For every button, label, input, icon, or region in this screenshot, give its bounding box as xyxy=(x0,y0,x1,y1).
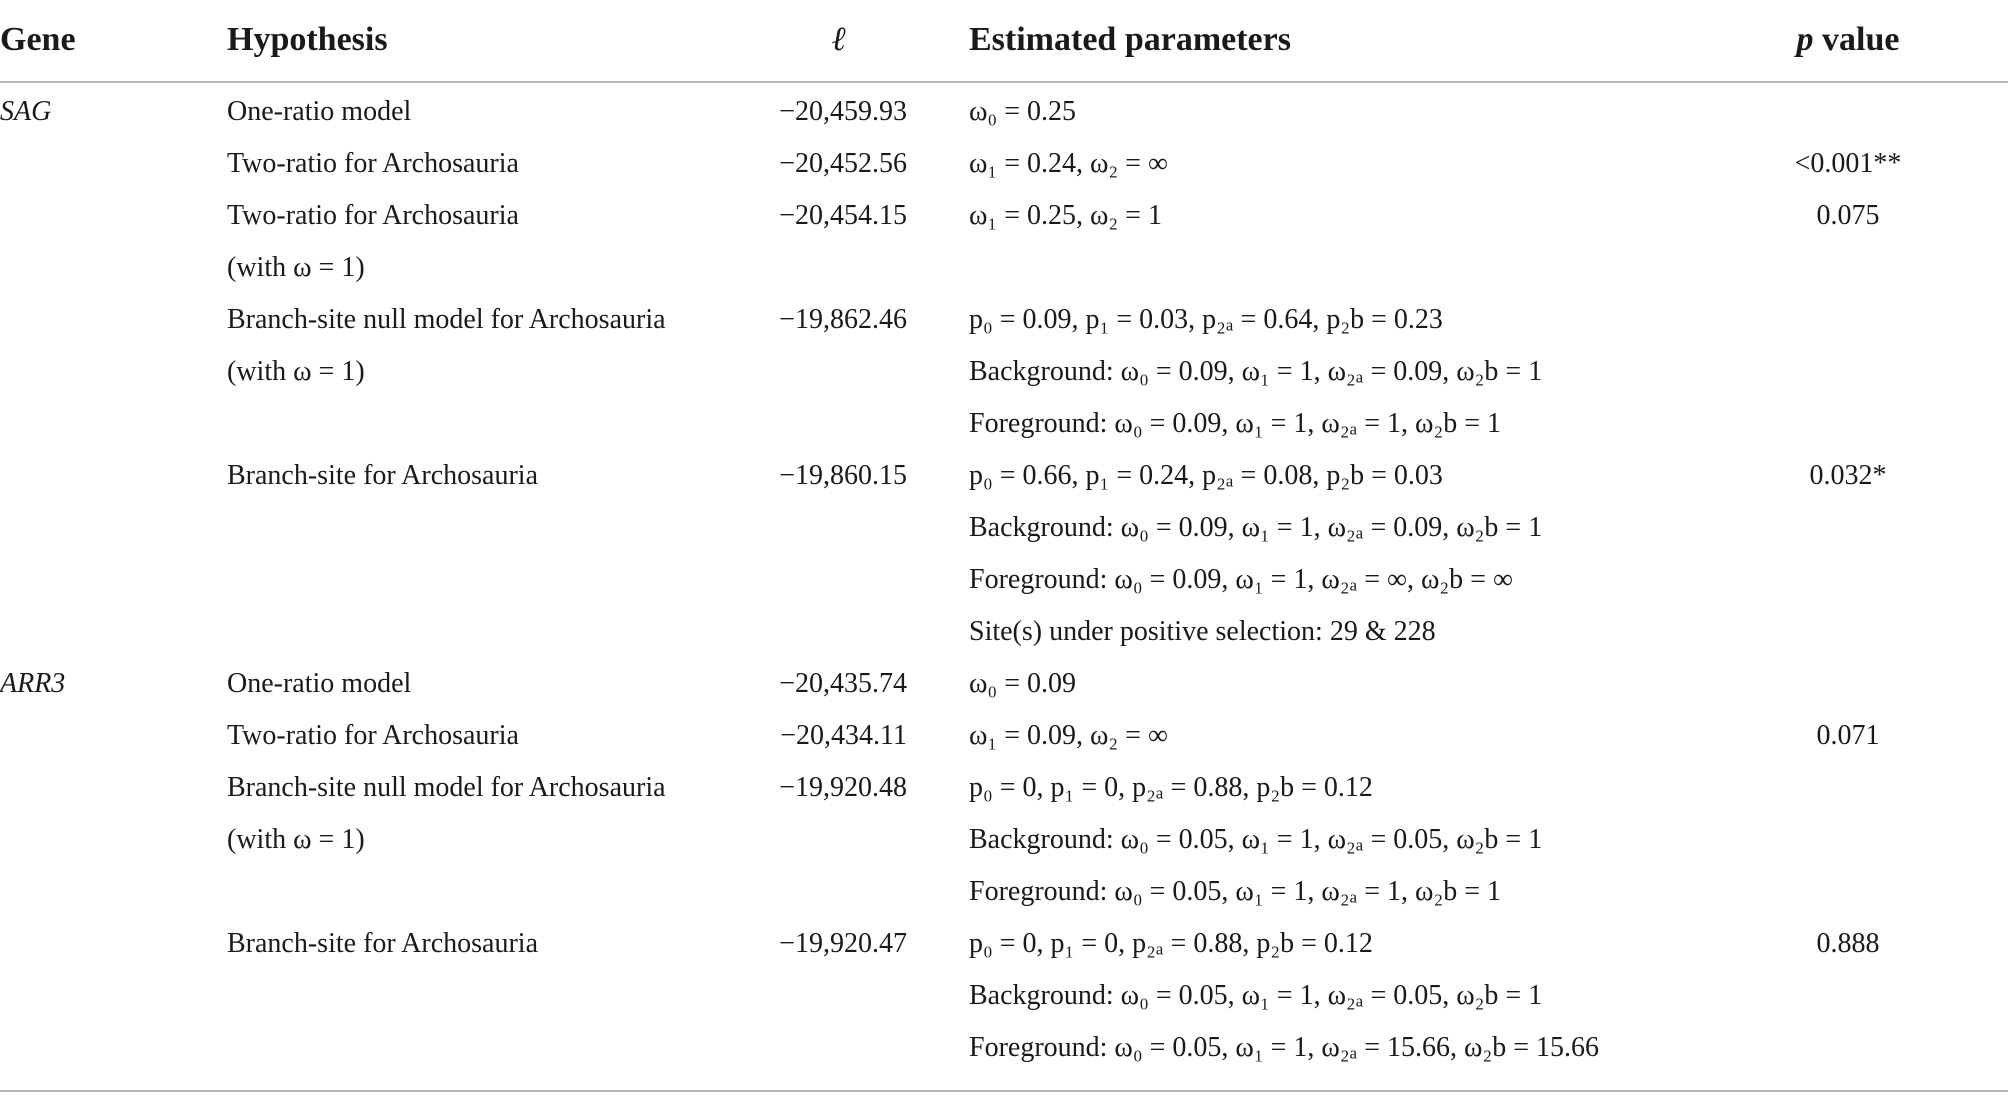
cell-hypothesis: Branch-site null model for Archosauria xyxy=(227,304,666,335)
table-row xyxy=(0,762,2008,814)
cell-estimated-parameters: Background: ω₀ = 0.09, ω₁ = 1, ω₂ₐ = 0.09, ω₂b = 1 xyxy=(969,356,1543,387)
cell-log-likelihood: −19,860.15 xyxy=(779,460,907,491)
cell-estimated-parameters: p₀ = 0.66, p₁ = 0.24, p₂ₐ = 0.08, p₂b = 0.03 xyxy=(969,460,1443,491)
table-row xyxy=(0,294,2008,346)
cell-hypothesis: (with ω = 1) xyxy=(227,252,365,283)
table-row xyxy=(0,1022,2008,1074)
table-row xyxy=(0,346,2008,398)
table-row xyxy=(0,502,2008,554)
cell-log-likelihood: −19,862.46 xyxy=(779,304,907,335)
table-row xyxy=(0,86,2008,138)
cell-estimated-parameters: Site(s) under positive selection: 29 & 228 xyxy=(969,616,1436,647)
cell-hypothesis: Two-ratio for Archosauria xyxy=(227,200,519,231)
cell-estimated-parameters: ω₀ = 0.25 xyxy=(969,96,1076,127)
cell-p-value: 0.888 xyxy=(1816,928,1880,959)
cell-hypothesis: Branch-site null model for Archosauria xyxy=(227,772,666,803)
cell-gene: SAG xyxy=(0,96,52,127)
cell-log-likelihood: −20,459.93 xyxy=(779,96,907,127)
cell-estimated-parameters: p₀ = 0.09, p₁ = 0.03, p₂ₐ = 0.64, p₂b = 0.23 xyxy=(969,304,1443,335)
cell-estimated-parameters: Foreground: ω₀ = 0.05, ω₁ = 1, ω₂ₐ = 1, ω₂b = 1 xyxy=(969,876,1502,907)
table-row xyxy=(0,242,2008,294)
cell-estimated-parameters: Background: ω₀ = 0.05, ω₁ = 1, ω₂ₐ = 0.05, ω₂b = 1 xyxy=(969,980,1543,1011)
table-row xyxy=(0,866,2008,918)
cell-hypothesis: (with ω = 1) xyxy=(227,356,365,387)
table-row xyxy=(0,814,2008,866)
cell-estimated-parameters: Foreground: ω₀ = 0.05, ω₁ = 1, ω₂ₐ = 15.66, ω₂b = 15.66 xyxy=(969,1032,1600,1063)
table-row xyxy=(0,450,2008,502)
table-header-row xyxy=(0,0,2008,82)
table-row xyxy=(0,138,2008,190)
cell-estimated-parameters: ω₁ = 0.09, ω₂ = ∞ xyxy=(969,720,1168,751)
cell-estimated-parameters: p₀ = 0, p₁ = 0, p₂ₐ = 0.88, p₂b = 0.12 xyxy=(969,928,1373,959)
header-p-italic: p xyxy=(1796,21,1814,58)
cell-estimated-parameters: ω₁ = 0.24, ω₂ = ∞ xyxy=(969,148,1168,179)
cell-p-value: 0.071 xyxy=(1816,720,1880,751)
table-row xyxy=(0,554,2008,606)
cell-estimated-parameters: Foreground: ω₀ = 0.09, ω₁ = 1, ω₂ₐ = 1, ω₂b = 1 xyxy=(969,408,1502,439)
table-row xyxy=(0,710,2008,762)
cell-estimated-parameters: Background: ω₀ = 0.05, ω₁ = 1, ω₂ₐ = 0.05, ω₂b = 1 xyxy=(969,824,1543,855)
cell-hypothesis: (with ω = 1) xyxy=(227,824,365,855)
cell-estimated-parameters: ω₁ = 0.25, ω₂ = 1 xyxy=(969,200,1162,231)
header-log-likelihood: ℓ xyxy=(832,21,847,58)
cell-gene: ARR3 xyxy=(0,668,66,699)
header-rule xyxy=(0,81,2008,83)
header-hypothesis: Hypothesis xyxy=(227,21,388,58)
cell-log-likelihood: −20,454.15 xyxy=(779,200,907,231)
cell-p-value: 0.075 xyxy=(1816,200,1880,231)
cell-log-likelihood: −19,920.47 xyxy=(779,928,907,959)
cell-log-likelihood: −20,434.11 xyxy=(780,720,907,751)
header-estimated-parameters: Estimated parameters xyxy=(969,21,1291,58)
header-p-rest: value xyxy=(1813,21,1900,58)
header-p-value xyxy=(1748,18,1948,62)
header-gene: Gene xyxy=(0,21,76,58)
cell-log-likelihood: −19,920.48 xyxy=(779,772,907,803)
cell-hypothesis: One-ratio model xyxy=(227,96,412,127)
table-row xyxy=(0,918,2008,970)
table-row xyxy=(0,658,2008,710)
cell-estimated-parameters: Foreground: ω₀ = 0.09, ω₁ = 1, ω₂ₐ = ∞, ω₂b = ∞ xyxy=(969,564,1513,595)
cell-hypothesis: Two-ratio for Archosauria xyxy=(227,148,519,179)
bottom-rule xyxy=(0,1090,2008,1092)
table-row xyxy=(0,970,2008,1022)
cell-estimated-parameters: Background: ω₀ = 0.09, ω₁ = 1, ω₂ₐ = 0.09, ω₂b = 1 xyxy=(969,512,1543,543)
cell-log-likelihood: −20,452.56 xyxy=(779,148,907,179)
cell-p-value: 0.032* xyxy=(1809,460,1887,491)
table-row xyxy=(0,606,2008,658)
cell-log-likelihood: −20,435.74 xyxy=(779,668,907,699)
cell-p-value: <0.001** xyxy=(1794,148,1902,179)
cell-hypothesis: One-ratio model xyxy=(227,668,412,699)
cell-hypothesis: Branch-site for Archosauria xyxy=(227,928,538,959)
table-row xyxy=(0,190,2008,242)
table-row xyxy=(0,398,2008,450)
cell-estimated-parameters: ω₀ = 0.09 xyxy=(969,668,1076,699)
cell-estimated-parameters: p₀ = 0, p₁ = 0, p₂ₐ = 0.88, p₂b = 0.12 xyxy=(969,772,1373,803)
cell-hypothesis: Two-ratio for Archosauria xyxy=(227,720,519,751)
cell-hypothesis: Branch-site for Archosauria xyxy=(227,460,538,491)
